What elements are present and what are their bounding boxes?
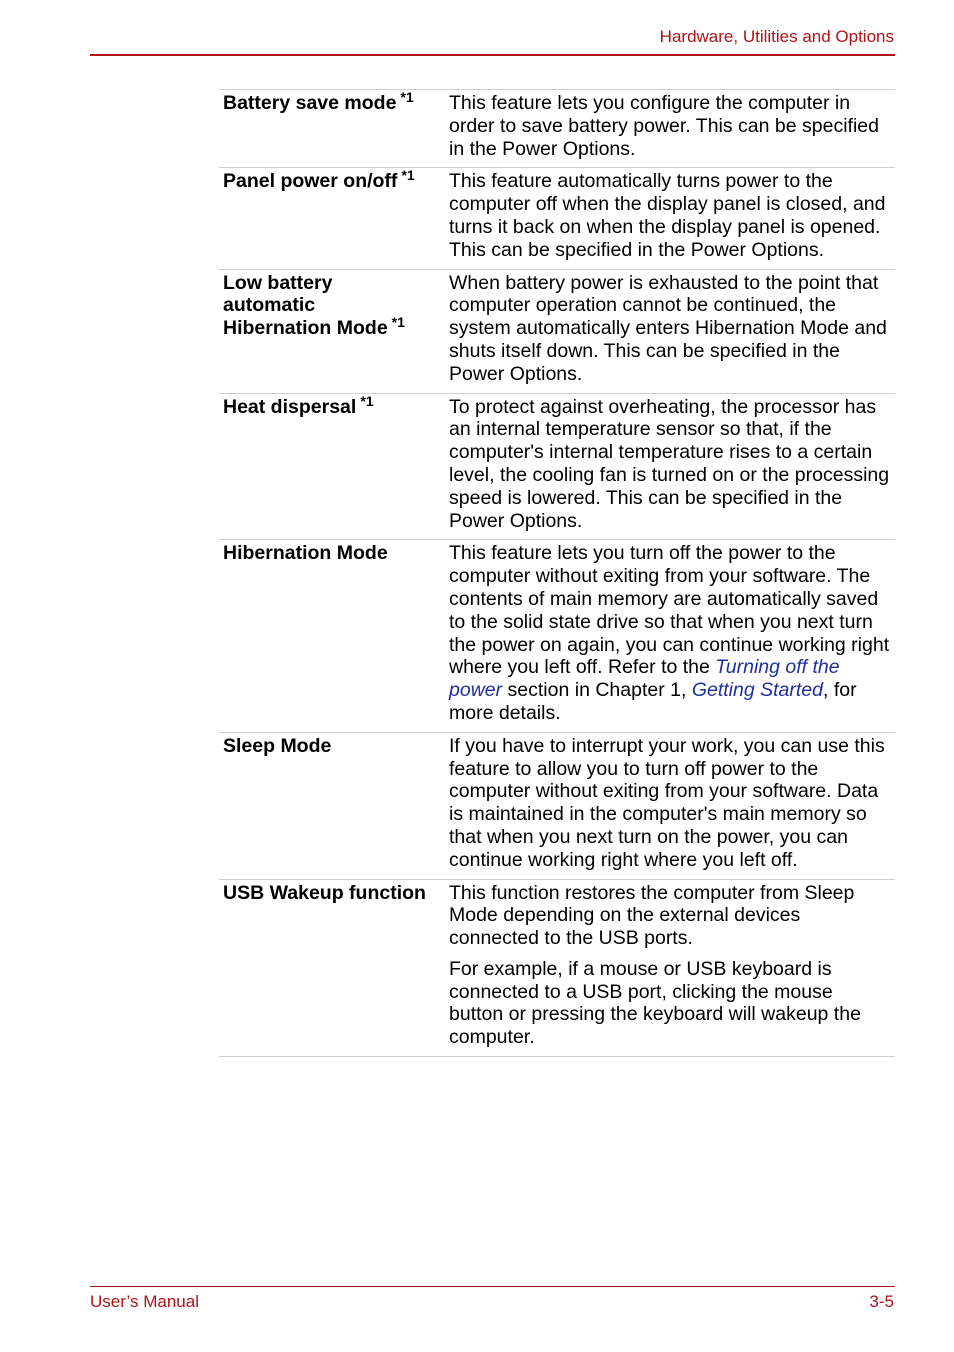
description-cell xyxy=(445,90,895,168)
description-text: This feature automatically turns power to the computer off when the display panel is closed, and turns it back on when the display panel is opened. This can be specified in the Power Options. xyxy=(449,170,886,261)
table-row xyxy=(219,540,895,732)
description-text: When battery power is exhausted to the point that computer operation cannot be continued, the system automatically enters Hibernation Mode and shuts itself down. This can be specified in the Power Options. xyxy=(449,271,887,385)
description-text-part: This feature lets you turn off the power to the computer without exiting from your software. The contents of main memory are automatically saved to the solid state drive so that when you next turn the power on again, you can continue working right where you left off. Refer to the xyxy=(449,542,890,679)
term-cell xyxy=(219,879,445,1057)
description-cell xyxy=(445,269,895,393)
footnote-marker: *1 xyxy=(400,89,414,105)
table-row xyxy=(219,879,895,1057)
turning-off-power-link[interactable]: Turning off the power xyxy=(449,656,840,702)
features-table xyxy=(219,89,895,1057)
term-cell xyxy=(219,168,445,269)
footnote-marker: *1 xyxy=(401,167,415,184)
term-cell xyxy=(219,90,445,168)
description-text: To protect against overheating, the processor has an internal temperature sensor so that, if the computer's internal temperature rises to a certain level, the cooling fan is turned on or the processing speed is lowered. This can be specified in the Power Options. xyxy=(449,395,890,532)
term-label: USB Wakeup function xyxy=(223,881,426,904)
description-cell xyxy=(445,732,895,879)
page-number: 3-5 xyxy=(869,1292,894,1311)
getting-started-link[interactable]: Getting Started xyxy=(691,679,823,702)
term-cell xyxy=(219,540,445,732)
footnote-marker: *1 xyxy=(360,392,374,409)
term-label: Panel power on/off xyxy=(223,170,398,193)
term-label: Low battery automatic Hibernation Mode xyxy=(223,271,388,340)
term-cell xyxy=(219,393,445,540)
description-text: This function restores the computer from Sleep Mode depending on the external devices connected to the USB ports. xyxy=(449,881,855,950)
description-text xyxy=(449,542,891,724)
description-cell xyxy=(445,393,895,540)
footnote-marker: *1 xyxy=(391,314,405,331)
description-text: If you have to interrupt your work, you can use this feature to allow you to turn off power to the computer without exiting from your software. Data is maintained in the computer's main memory so that when you next turn on the power, you can continue working right where you left off. xyxy=(449,734,885,871)
header-section-title: Hardware, Utilities and Options xyxy=(659,27,894,46)
term-cell xyxy=(219,732,445,879)
table-row xyxy=(219,90,895,168)
description-cell xyxy=(445,540,895,732)
footer-rule xyxy=(90,1286,895,1287)
description-cell xyxy=(445,168,895,269)
description-text: This feature lets you configure the computer in order to save battery power. This can be specified in the Power Options. xyxy=(449,92,879,160)
term-label: Heat dispersal xyxy=(223,395,357,418)
description-text-part: section in Chapter 1, xyxy=(502,679,692,702)
term-label: Sleep Mode xyxy=(223,734,332,757)
description-text: For example, if a mouse or USB keyboard is connected to a USB port, clicking the mouse button or pressing the keyboard will wakeup the computer. xyxy=(449,957,861,1049)
table-row xyxy=(219,269,895,393)
header-rule xyxy=(90,54,895,56)
table-row xyxy=(219,168,895,269)
term-label: Battery save mode xyxy=(223,92,397,114)
footer-manual-label: User’s Manual xyxy=(90,1292,199,1311)
term-label: Hibernation Mode xyxy=(223,542,388,565)
table-row xyxy=(219,393,895,540)
description-cell xyxy=(445,879,895,1057)
term-cell xyxy=(219,269,445,393)
description-text-part: , for more details. xyxy=(449,679,857,724)
table-row xyxy=(219,732,895,879)
